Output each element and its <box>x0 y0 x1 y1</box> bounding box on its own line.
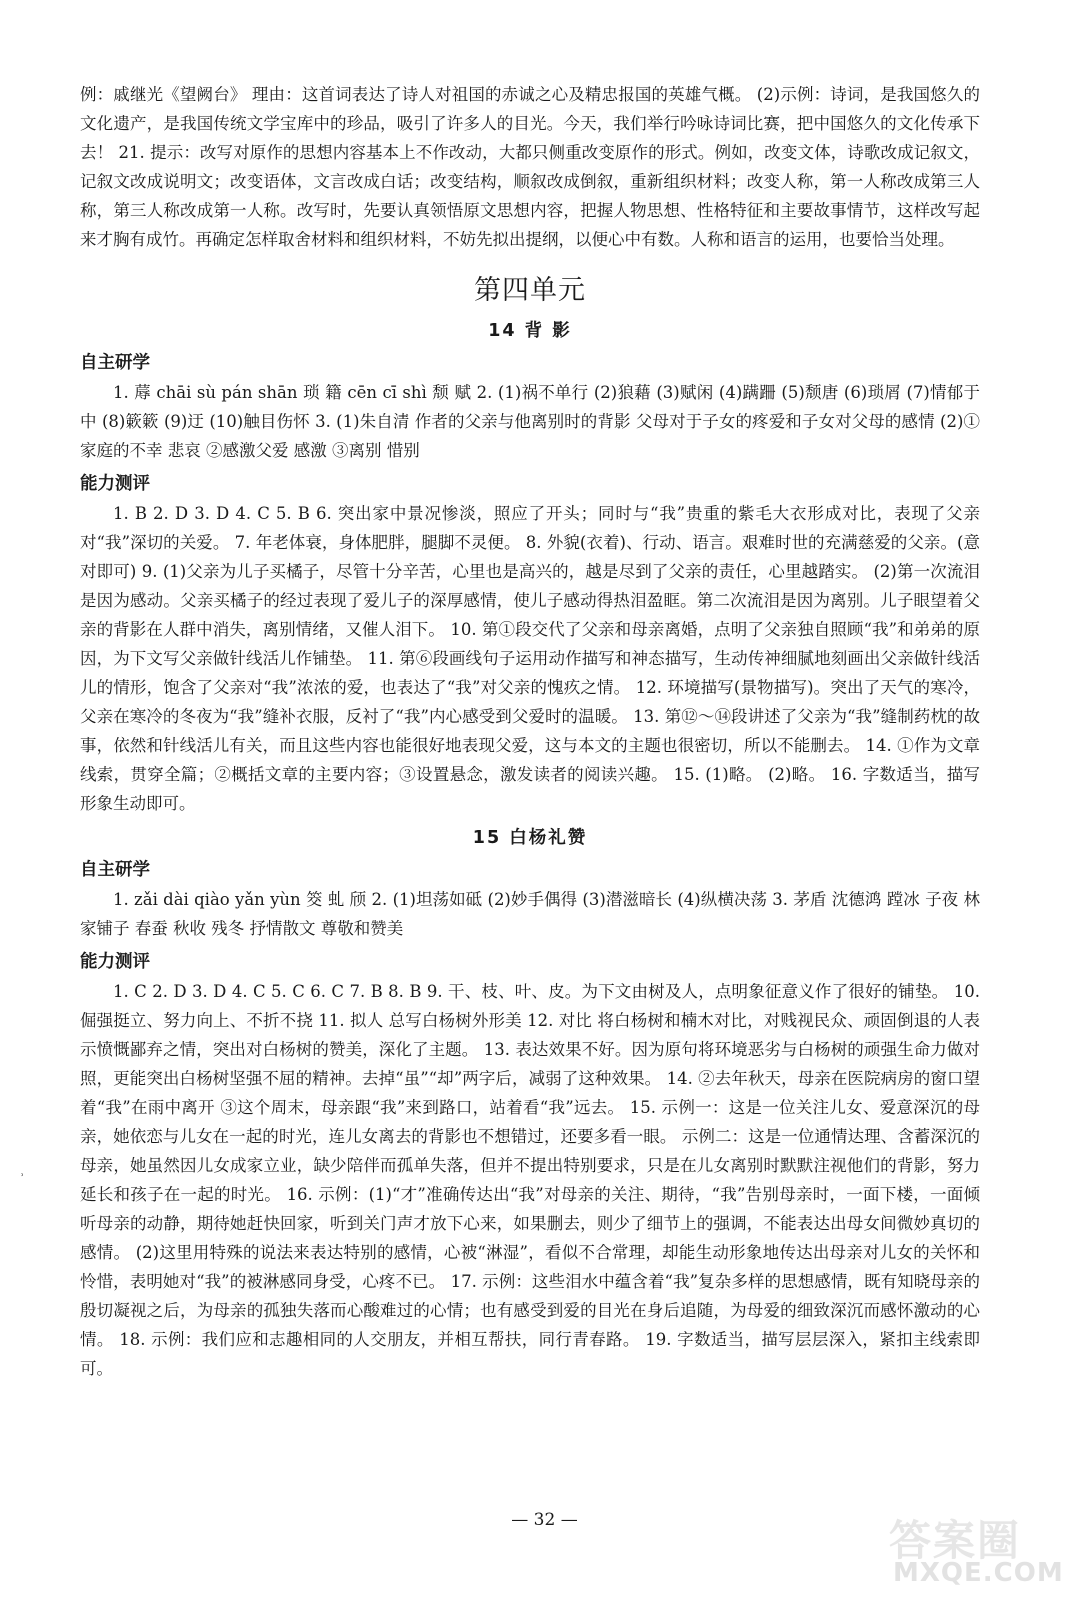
ability-test-answers-15: 1. C 2. D 3. D 4. C 5. C 6. C 7. B 8. B 9. 干、枝、叶、皮。为下文由树及人，点明象征意义作了很好的铺垫。 10. 倔强挺立、努力向上、不折不挠 11. 拟人 总写白杨树外形美 12. 对比 将白杨树和楠木对比，对贱视民众、顽固倒退的人表示愤慨鄙弃之情，突出对白杨树的赞美，深化了主题。 13. 表达效果不好。因为原句将环境恶劣与白杨树的顽强生命力做对照，更能突出白杨树坚强不屈的精神。去掉“虽”“却”两字后，减弱了这种效果。 14. ②去年秋天，母亲在医院病房的窗口望着“我”在雨中离开 ③这个周末，母亲跟“我”来到路口，站着看“我”远去。 15. 示例一：这是一位关注儿女、爱意深沉的母亲，她依恋与儿女在一起的时光，连儿女离去的背影也不想错过，还要多看一眼。 示例二：这是一位通情达理、含蓄深沉的母亲，她虽然因儿女成家立业，缺少陪伴而孤单失落，但并不提出特别要求，只是在儿女离别时默默注视他们的背影，努力延长和孩子在一起的时光。 16. 示例：(1)“才”准确传达出“我”对母亲的关注、期待，“我”告别母亲时，一面下楼，一面倾听母亲的动静，期待她赶快回家，听到关门声才放下心来，如果删去，则少了细节上的强调，不能表达出母女间微妙真切的感情。 (2)这里用特殊的说法来表达特别的感情，心被“淋湿”，看似不合常理，却能生动形象地传达出母亲对儿女的关怀和怜惜，表明她对“我”的被淋感同身受，心疼不已。 17. 示例：这些泪水中蕴含着“我”复杂多样的思想感情，既有知晓母亲的殷切凝视之后，为母亲的孤独失落而心酸难过的心情；也有感受到爱的目光在身后追随，为母爱的细致深沉而感怀激动的心情。 18. 示例：我们应和志趣相同的人交朋友，并相互帮扶，同行青春路。 19. 字数适当，描写层层深入，紧扣主线索即可。 <box>80 982 980 1378</box>
watermark-text: 答案圈 <box>889 1516 1022 1565</box>
watermark-logo <box>883 1508 1063 1590</box>
continued-answer-paragraph: 例：戚继光《望阙台》 理由：这首词表达了诗人对祖国的赤诚之心及精忠报国的英雄气概。 (2)示例：诗词，是我国悠久的文化遗产，是我国传统文学宝库中的珍品，吸引了许多人的目光。今天，我们举行吟咏诗词比赛，把中国悠久的文化传承下去！ 21. 提示：改写对原作的思想内容基本上不作改动，大都只侧重改变原作的形式。例如，改变文体，诗歌改成记叙文，记叙文改成说明文；改变语体，文言改成白话；改变结构，顺叙改成倒叙，重新组织材料；改变人称，第一人称改成第三人称，第三人称改成第一人称。改写时，先要认真领悟原文思想内容，把握人物思想、性格特征和主要故事情节，这样改写起来才胸有成竹。再确定怎样取舍材料和组织材料，不妨先拟出提纲，以便心中有数。人称和语言的运用，也要恰当处理。 <box>80 85 980 249</box>
ability-test-answers-14: 1. B 2. D 3. D 4. C 5. B 6. 突出家中景况惨淡，照应了开头；同时与“我”贵重的紫毛大衣形成对比，表现了父亲对“我”深切的关爱。 7. 年老体衰，身体肥胖，腿脚不灵便。 8. 外貌(衣着)、行动、语言。艰难时世的充满慈爱的父亲。(意对即可) 9. (1)父亲为儿子买橘子，尽管十分辛苦，心里也是高兴的，越是尽到了父亲的责任，心里越踏实。 (2)第一次流泪是因为感动。父亲买橘子的经过表现了爱儿子的深厚感情，使儿子感动得热泪盈眶。第二次流泪是因为离别。儿子眼望着父亲的背影在人群中消失，离别情绪，又催人泪下。 10. 第①段交代了父亲和母亲离婚，点明了父亲独自照顾“我”和弟弟的原因，为下文写父亲做针线活儿作铺垫。 11. 第⑥段画线句子运用动作描写和神态描写，生动传神细腻地刻画出父亲做针线活儿的情形，饱含了父亲对“我”浓浓的爱，也表达了“我”对父亲的愧疚之情。 12. 环境描写(景物描写)。突出了天气的寒冷，父亲在寒冷的冬夜为“我”缝补衣服，反衬了“我”内心感受到父爱时的温暖。 13. 第⑫～⑭段讲述了父亲为“我”缝制药枕的故事，依然和针线活儿有关，而且这些内容也能很好地表现父爱，这与本文的主题也很密切，所以不能删去。 14. ①作为文章线索，贯穿全篇；②概括文章的主要内容；③设置悬念，激发读者的阅读兴趣。 15. (1)略。 (2)略。 16. 字数适当，描写形象生动即可。 <box>80 504 980 813</box>
page-content <box>80 80 980 1383</box>
section-heading-ability-test: 能力测评 <box>80 952 150 972</box>
unit-title: 第四单元 <box>474 275 586 306</box>
section-heading-self-study: 自主研学 <box>80 353 150 373</box>
self-study-answers-15: 1. zǎi dài qiào yǎn yùn 筊 虬 颀 2. (1)坦荡如砥 (2)妙手偶得 (3)潜滋暗长 (4)纵横决荡 3. 茅盾 沈德鸿 蹚冰 子夜 林家铺子 春蚕 秋收 残冬 抒情散文 尊敬和赞美 <box>80 890 980 938</box>
page-number: — 32 — <box>511 1510 578 1530</box>
lesson-title-14: 14 背 影 <box>488 321 572 341</box>
section-heading-ability-test: 能力测评 <box>80 474 150 494</box>
lesson-title-15: 15 白杨礼赞 <box>472 828 588 848</box>
section-heading-self-study: 自主研学 <box>80 860 150 880</box>
self-study-answers-14: 1. 蓐 chāi sù pán shān 琐 籍 cēn cī shì 颓 赋 2. (1)祸不单行 (2)狼藉 (3)赋闲 (4)蹒跚 (5)颓唐 (6)琐屑 (7)情郁于中 (8)簌簌 (9)迂 (10)触目伤怀 3. (1)朱自清 作者的父亲与他离别时的背影 父母对于子女的疼爱和子女对父母的感情 (2)①家庭的不幸 悲哀 ②感激父爱 感激 ③离别 惜别 <box>80 383 980 460</box>
margin-mark: ⸒ <box>20 1161 25 1177</box>
watermark-url: MXQE.COM <box>893 1558 1064 1588</box>
